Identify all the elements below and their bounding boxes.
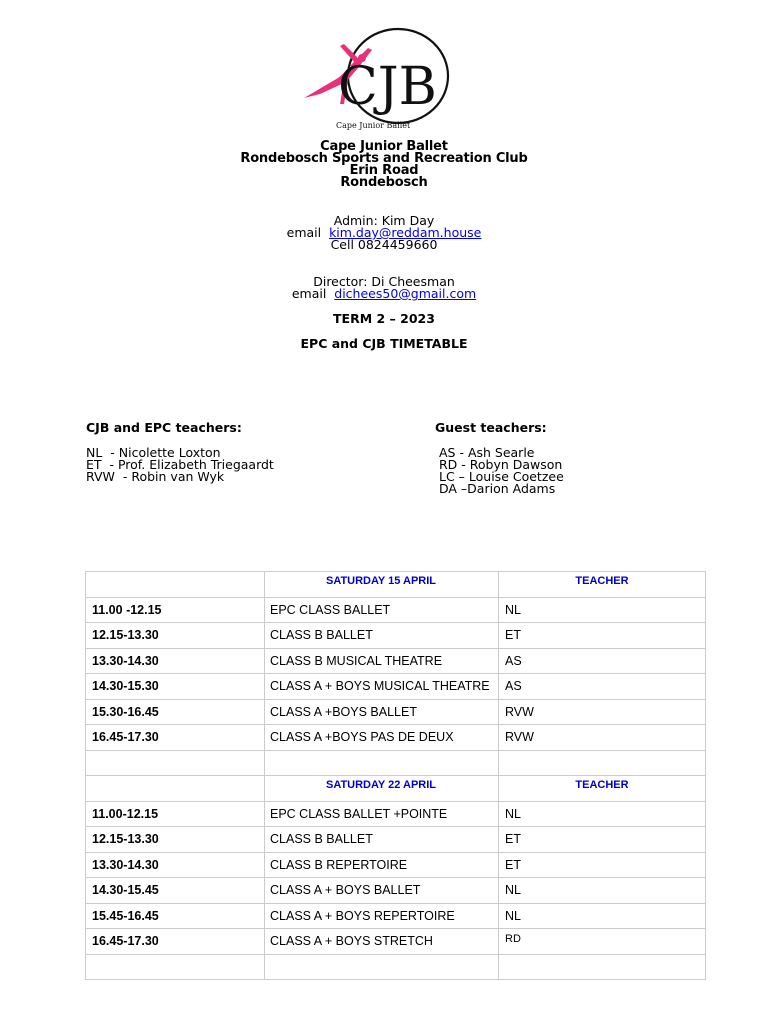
- teacher-heading: TEACHER: [499, 776, 706, 802]
- table-row: [86, 929, 706, 955]
- guest-teachers: [435, 420, 564, 495]
- class-cell: CLASS A + BOYS MUSICAL THEATRE: [265, 674, 499, 700]
- teacher-cell: ET: [499, 827, 706, 853]
- table-row: [86, 648, 706, 674]
- term-title: TERM 2 – 2023: [333, 311, 435, 326]
- table-row: [86, 827, 706, 853]
- day-heading: SATURDAY 15 APRIL: [265, 572, 499, 598]
- table-row: [86, 878, 706, 904]
- time-cell: 14.30-15.45: [86, 878, 265, 904]
- timetable-title: EPC and CJB TIMETABLE: [300, 336, 468, 351]
- time-cell: 13.30-14.30: [86, 648, 265, 674]
- table-row: [86, 623, 706, 649]
- class-cell: CLASS B BALLET: [265, 623, 499, 649]
- teacher-cell: NL: [499, 878, 706, 904]
- class-cell: EPC CLASS BALLET +POINTE: [265, 801, 499, 827]
- teacher-cell: AS: [499, 648, 706, 674]
- class-cell: CLASS A + BOYS STRETCH: [265, 929, 499, 955]
- time-cell: 16.45-17.30: [86, 929, 265, 955]
- time-cell: 12.15-13.30: [86, 623, 265, 649]
- teacher-heading: TEACHER: [499, 572, 706, 598]
- guest-entry: DA –Darion Adams: [439, 481, 556, 496]
- time-cell: 15.45-16.45: [86, 903, 265, 929]
- guest-entry: LC – Louise Coetzee: [439, 469, 564, 484]
- time-cell: 13.30-14.30: [86, 852, 265, 878]
- logo-letters: CJB: [338, 57, 437, 117]
- guest-entry: AS - Ash Searle: [439, 445, 535, 460]
- director-contact: [0, 276, 768, 300]
- teacher-cell: NL: [499, 801, 706, 827]
- table-row: [86, 597, 706, 623]
- time-cell: 14.30-15.30: [86, 674, 265, 700]
- class-cell: CLASS A +BOYS PAS DE DEUX: [265, 725, 499, 751]
- table-row: [86, 852, 706, 878]
- table-row: [86, 903, 706, 929]
- teacher-cell: AS: [499, 674, 706, 700]
- admin-contact: [0, 215, 768, 251]
- venue-name: Rondebosch Sports and Recreation Club: [240, 151, 528, 166]
- class-cell: CLASS B MUSICAL THEATRE: [265, 648, 499, 674]
- spacer-row: [86, 750, 706, 776]
- teacher-entry: ET - Prof. Elizabeth Triegaardt: [86, 457, 274, 472]
- admin-cell: Cell 0824459660: [330, 237, 438, 252]
- class-cell: CLASS A + BOYS REPERTOIRE: [265, 903, 499, 929]
- schedule-table: [85, 571, 706, 980]
- class-cell: EPC CLASS BALLET: [265, 597, 499, 623]
- teacher-cell: NL: [499, 597, 706, 623]
- time-cell: 11.00-12.15: [86, 801, 265, 827]
- street: Erin Road: [349, 163, 419, 178]
- teacher-cell: ET: [499, 852, 706, 878]
- teacher-cell: RVW: [499, 699, 706, 725]
- teacher-cell: ET: [499, 623, 706, 649]
- time-cell: 11.00 -12.15: [86, 597, 265, 623]
- director-email-link[interactable]: dichees50@gmail.com: [334, 286, 477, 301]
- teacher-cell: RVW: [499, 725, 706, 751]
- class-cell: CLASS B BALLET: [265, 827, 499, 853]
- teacher-entry: RVW - Robin van Wyk: [86, 469, 225, 484]
- table-row: [86, 801, 706, 827]
- teacher-cell: NL: [499, 903, 706, 929]
- club-header: [0, 141, 768, 189]
- class-cell: CLASS A + BOYS BALLET: [265, 878, 499, 904]
- table-row: [86, 699, 706, 725]
- director-label: Director: Di Cheesman: [313, 274, 455, 289]
- spacer-row: [86, 954, 706, 980]
- admin-email-link[interactable]: kim.day@reddam.house: [329, 225, 482, 240]
- cjb-teachers-heading: CJB and EPC teachers:: [86, 420, 242, 435]
- day-heading: SATURDAY 22 APRIL: [265, 776, 499, 802]
- time-cell: 12.15-13.30: [86, 827, 265, 853]
- guest-entry: RD - Robyn Dawson: [439, 457, 563, 472]
- day-header-row: [86, 572, 706, 598]
- class-cell: CLASS B REPERTOIRE: [265, 852, 499, 878]
- time-cell: 15.30-16.45: [86, 699, 265, 725]
- cjb-logo: [300, 26, 455, 136]
- day-header-row: [86, 776, 706, 802]
- admin-email-prefix: email: [286, 225, 322, 240]
- time-cell: 16.45-17.30: [86, 725, 265, 751]
- table-row: [86, 725, 706, 751]
- teacher-cell: RD: [499, 929, 706, 955]
- guest-teachers-heading: Guest teachers:: [435, 420, 547, 435]
- admin-label: Admin: Kim Day: [333, 213, 435, 228]
- table-row: [86, 674, 706, 700]
- class-cell: CLASS A +BOYS BALLET: [265, 699, 499, 725]
- logo-caption: Cape Junior Ballet: [336, 121, 411, 130]
- cjb-teachers: [86, 420, 274, 483]
- teacher-entry: NL - Nicolette Loxton: [86, 445, 221, 460]
- suburb: Rondebosch: [340, 175, 428, 190]
- org-name: Cape Junior Ballet: [320, 139, 448, 154]
- director-email-prefix: email: [291, 286, 327, 301]
